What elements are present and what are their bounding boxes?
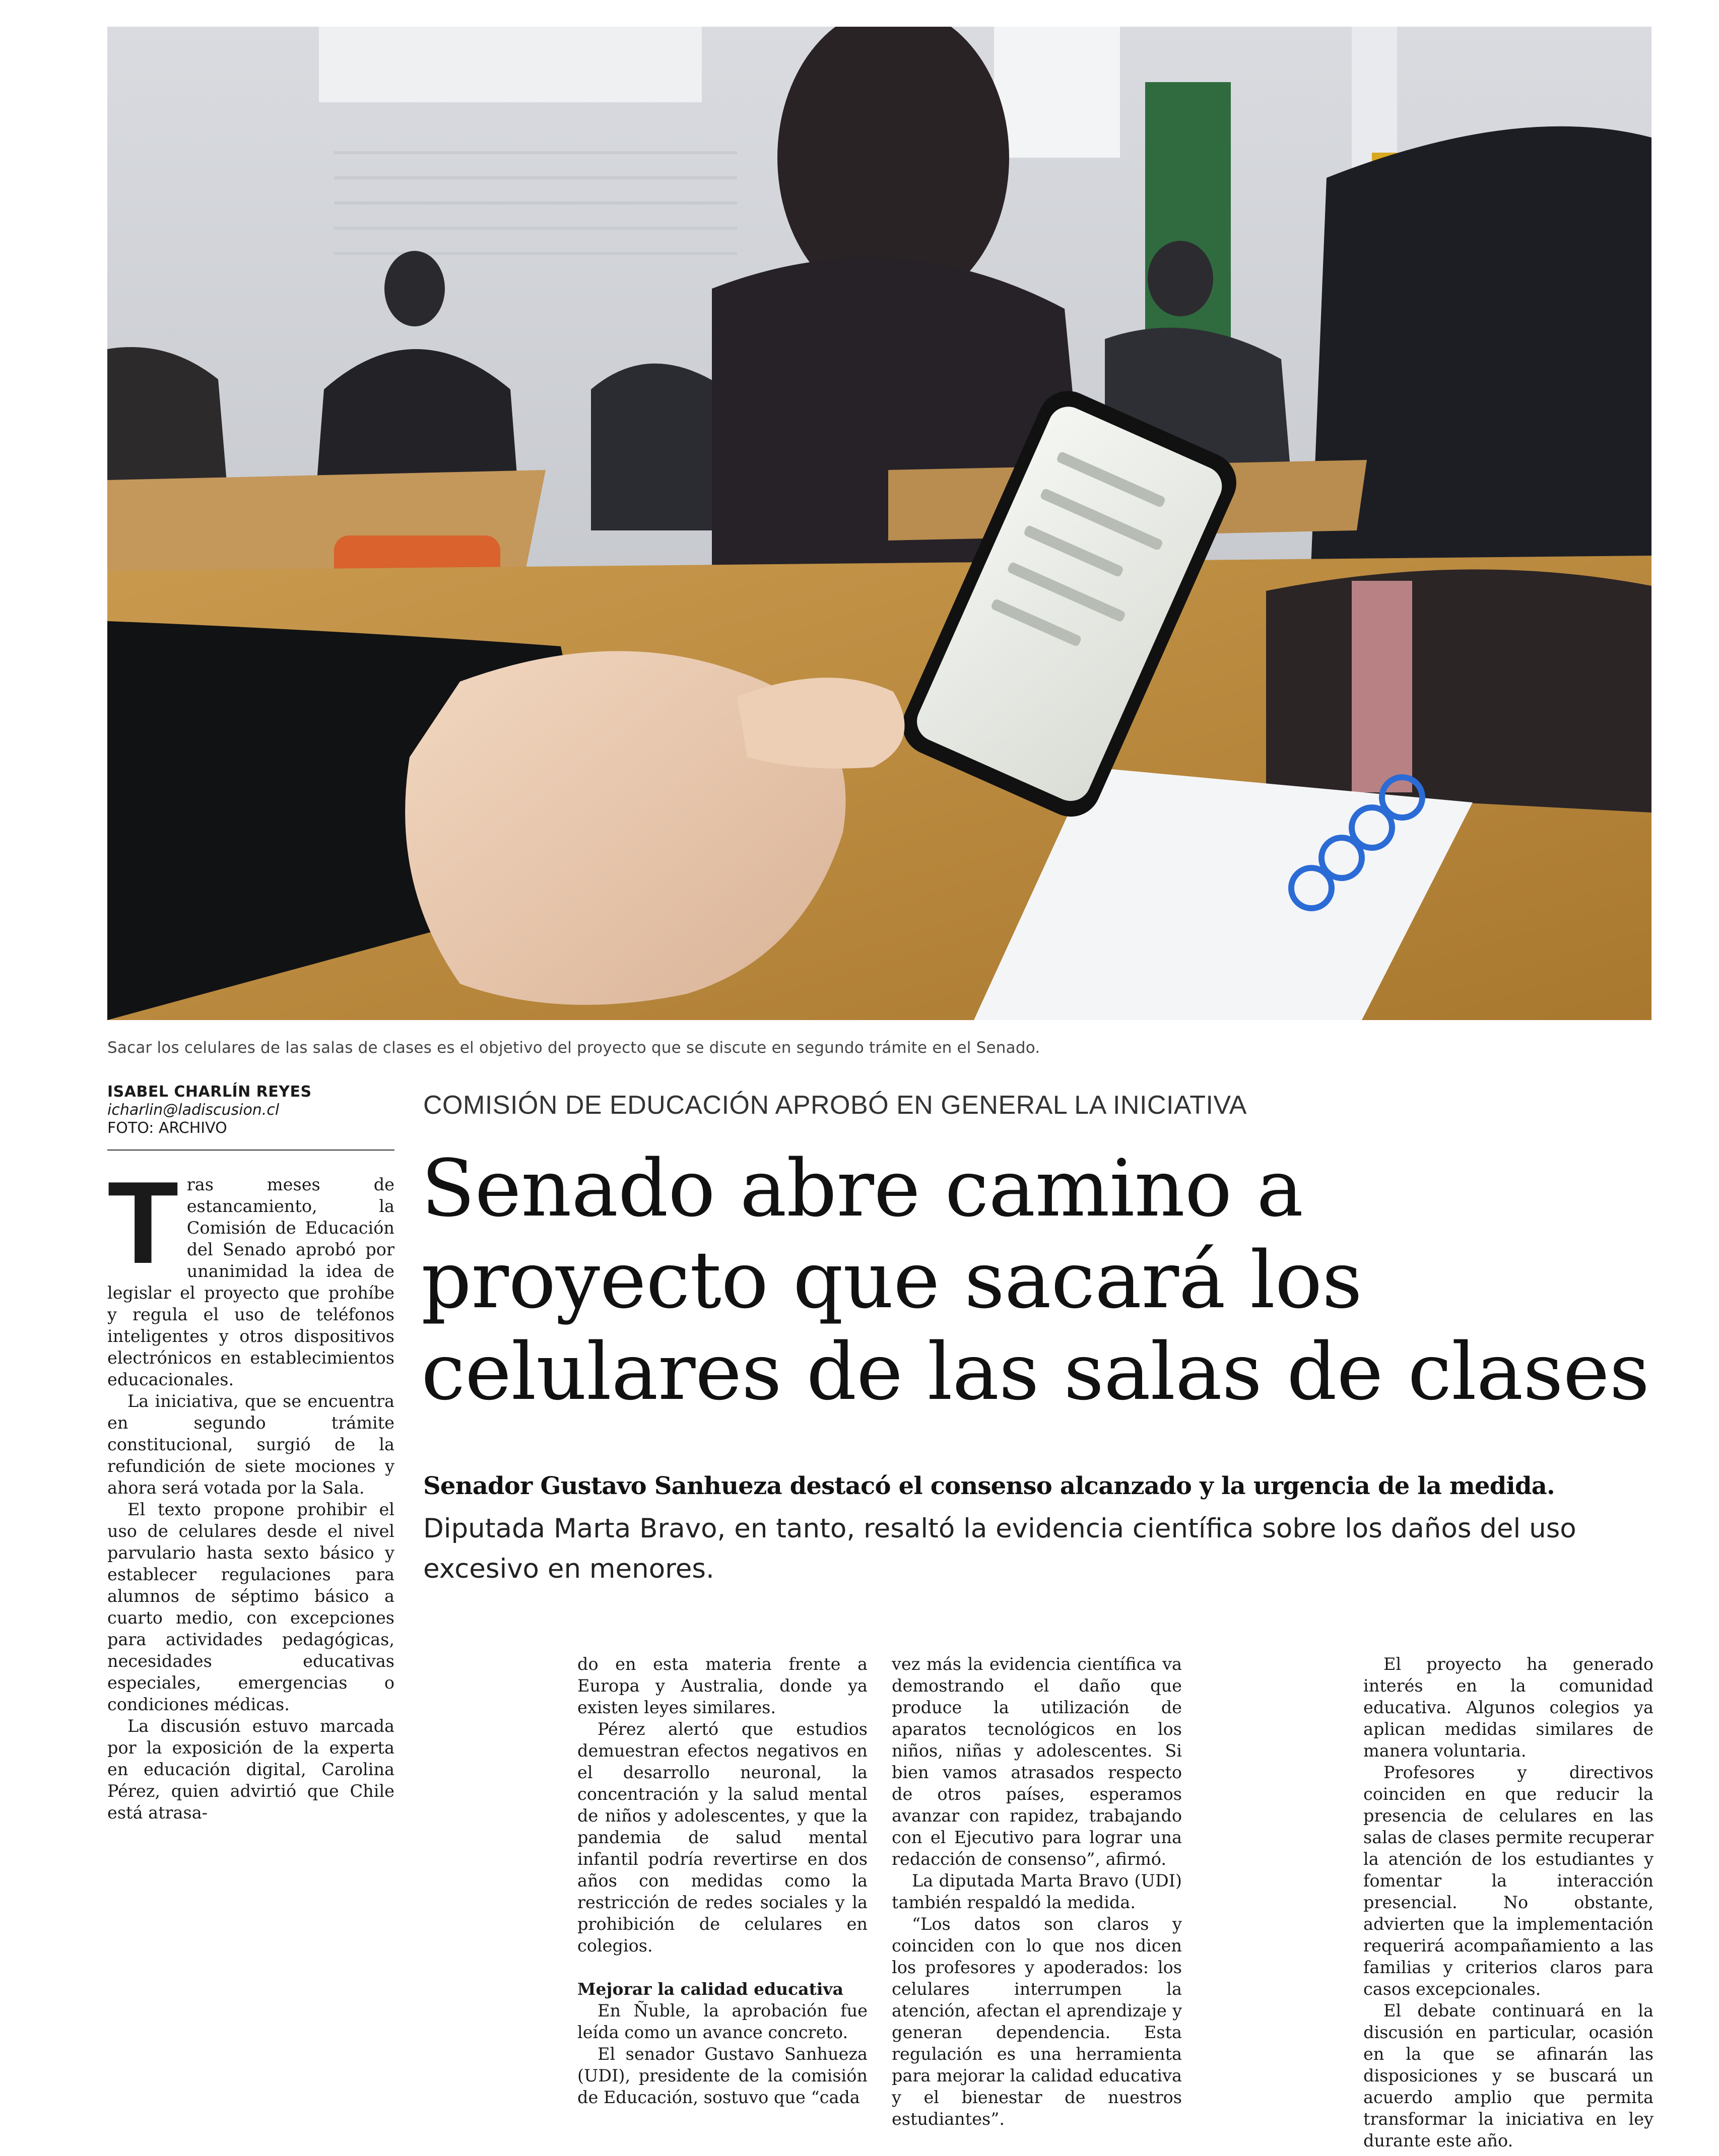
body-paragraph: Profesores y directivos coinciden en que reducir la presencia de celulares en las salas de clases permite recuperar la atención de los estudiantes y fomentar la interacción presencial. No obstante, advierten que la implementación requerirá acompañamiento a las familias y criterios claros para casos excepcionales. [1363, 1763, 1654, 1999]
body-column-3 [892, 1653, 1182, 2130]
byline [107, 1083, 394, 1137]
lead-bold: Senador Gustavo Sanhueza destacó el consenso alcanzado y la urgencia de la medida. [423, 1472, 1555, 1500]
body-column-4 [1363, 1653, 1654, 2151]
body-paragraph: “Los datos son claros y coinciden con lo que nos dicen los profesores y apoderados: los celulares interrumpen la atención, afectan el aprendizaje y generan dependencia. Esta regulación es una herramienta para mejorar la calidad educativa y el bienestar de nuestros estudiantes”. [892, 1914, 1182, 2129]
lead-text: Diputada Marta Bravo, en tanto, resaltó la evidencia científica sobre los daños del uso excesivo en menores. [423, 1513, 1576, 1584]
body-paragraph: do en esta materia frente a Europa y Australia, donde ya existen leyes similares. [577, 1654, 868, 1717]
body-paragraph: La discusión estuvo marcada por la exposición de la experta en educación digital, Carolina Pérez, quien advirtió que Chile está atrasa- [107, 1716, 394, 1823]
headline-line-3: celulares de las salas de clases [421, 1326, 1649, 1418]
byline-divider [107, 1150, 394, 1151]
headline [421, 1142, 1656, 1418]
body-paragraph: Pérez alertó que estudios demuestran efectos negativos en el desarrollo neuronal, la concentración y la salud mental de niños y adolescentes, y que la pandemia de salud mental infantil podría revertirse en dos años con medidas como la restricción de redes sociales y la prohibición de celulares en colegios. [577, 1719, 868, 1956]
body-paragraph: La diputada Marta Bravo (UDI) también respaldó la medida. [892, 1871, 1182, 1912]
kicker: COMISIÓN DE EDUCACIÓN APROBÓ EN GENERAL LA INICIATIVA [423, 1091, 1247, 1120]
body-paragraph: El proyecto ha generado interés en la comunidad educativa. Algunos colegios ya aplican medidas similares de manera voluntaria. [1363, 1654, 1654, 1761]
body-paragraph: El senador Gustavo Sanhueza (UDI), presidente de la comisión de Educación, sostuvo que “cada [577, 2044, 868, 2107]
body-paragraph: vez más la evidencia científica va demostrando el daño que produce la utilización de aparatos tecnológicos en los niños, niñas y adolescentes. Si bien vamos atrasados respecto de otros países, esperamos avanzar con rapidez, trabajando con el Ejecutivo para lograr una redacción de consenso”, afirmó. [892, 1654, 1182, 1869]
photo-credit: FOTO: ARCHIVO [107, 1119, 227, 1137]
byline-email[interactable]: icharlin@ladiscusion.cl [107, 1101, 280, 1119]
body-paragraph: El texto propone prohibir el uso de celulares desde el nivel parvulario hasta sexto básico y establecer regulaciones para alumnos de séptimo básico a cuarto medio, con excepciones para actividades pedagógicas, necesidades educativas especiales, emergencias o condiciones médicas. [107, 1500, 394, 1714]
body-column-1 [107, 1158, 394, 1824]
article-photo [107, 27, 1651, 1020]
subhead: Mejorar la calidad educativa [577, 1979, 843, 1999]
headline-line-1: Senado abre camino a [421, 1142, 1303, 1234]
body-paragraph: El debate continuará en la discusión en particular, ocasión en la que se afinarán las disposiciones y se buscará un acuerdo amplio que permita transformar la iniciativa en ley durante este año. [1363, 2001, 1654, 2150]
body-paragraph: La iniciativa, que se encuentra en segundo trámite constitucional, surgió de la refundición de siete mociones y ahora será votada por la Sala. [107, 1391, 394, 1498]
body-paragraph: En Ñuble, la aprobación fue leída como un avance concreto. [577, 2001, 868, 2042]
drop-cap: T [107, 1158, 179, 1288]
classroom-photo-icon [107, 27, 1651, 1020]
body-paragraph: Tras meses de estancamiento, la Comisión de Educación del Senado aprobó por unanimidad la idea de legislar el proyecto que prohíbe y regula el uso de teléfonos inteligentes y otros dispositivos electrónicos en establecimientos educacionales. [107, 1158, 394, 1389]
headline-line-2: proyecto que sacará los [421, 1234, 1362, 1326]
photo-caption: Sacar los celulares de las salas de clases es el objetivo del proyecto que se discute en segundo trámite en el Senado. [107, 1039, 1040, 1057]
byline-author: ISABEL CHARLÍN REYES [107, 1083, 312, 1101]
body-column-2 [577, 1653, 868, 2108]
